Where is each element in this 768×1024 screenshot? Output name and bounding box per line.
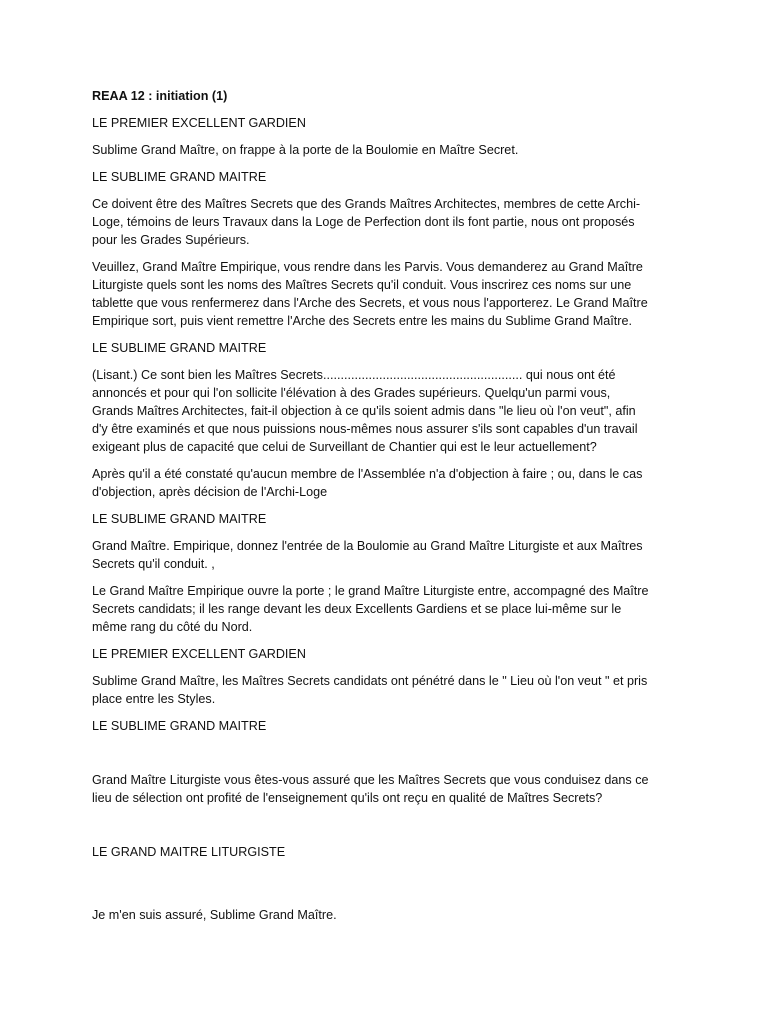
spacer <box>92 744 654 771</box>
speaker-heading: LE SUBLIME GRAND MAITRE <box>92 719 267 733</box>
paragraph: Le Grand Maître Empirique ouvre la porte ; le grand Maître Liturgiste entre, accompagné des Maître Secrets candidats; il les range devant les deux Excellents Gardiens et se place lui-même sur le même rang du côté du Nord. <box>92 584 649 634</box>
paragraph: Veuillez, Grand Maître Empirique, vous rendre dans les Parvis. Vous demanderez au Grand Maître Liturgiste quels sont les noms des Maîtres Secrets qu'il conduit. Vous inscrirez ces noms sur une tablette que vous renfermerez dans l'Arche des Secrets, et vous nous l'apporterez. Le Grand Maître Empirique sort, puis vient remettre l'Arche des Secrets entre les mains du Sublime Grand Maître. <box>92 260 648 328</box>
paragraph: Grand Maître Liturgiste vous êtes-vous assuré que les Maîtres Secrets que vous conduisez dans ce lieu de sélection ont profité de l'enseignement qu'ils ont reçu en qualité de Maîtres Secrets? <box>92 773 649 805</box>
speaker-heading: LE SUBLIME GRAND MAITRE <box>92 170 267 184</box>
spacer <box>92 816 654 843</box>
speaker-heading: LE GRAND MAITRE LITURGISTE <box>92 845 286 859</box>
document-page <box>92 87 654 933</box>
spacer <box>92 870 654 906</box>
paragraph: Ce doivent être des Maîtres Secrets que des Grands Maîtres Architectes, membres de cette Archi-Loge, témoins de leurs Travaux dans la Loge de Perfection dont ils font partie, nous ont proposés pour les Grades Supérieurs. <box>92 197 641 247</box>
paragraph: Sublime Grand Maître, les Maîtres Secrets candidats ont pénétré dans le " Lieu où l'on veut " et pris place entre les Styles. <box>92 674 648 706</box>
speaker-heading: LE PREMIER EXCELLENT GARDIEN <box>92 647 306 661</box>
speaker-heading: LE PREMIER EXCELLENT GARDIEN <box>92 116 306 130</box>
paragraph: Après qu'il a été constaté qu'aucun membre de l'Assemblée n'a d'objection à faire ; ou, dans le cas d'objection, après décision de l'Archi-Loge <box>92 467 643 499</box>
speaker-heading: LE SUBLIME GRAND MAITRE <box>92 341 267 355</box>
paragraph: Je m'en suis assuré, Sublime Grand Maître. <box>92 908 337 922</box>
document-title: REAA 12 : initiation (1) <box>92 89 228 103</box>
paragraph: (Lisant.) Ce sont bien les Maîtres Secrets......................................................... qui nous ont été annoncés et pour qui l'on sollicite l'élévation à des Grades supérieurs. Quelqu'un parmi vous, Grands Maîtres Architectes, fait-il objection à ce qu'ils soient admis dans "le lieu où l'on veut", afin d'y être examinés et que nous puissions nous-mêmes nous assurer s'ils sont capables d'un travail exigeant plus de capacité que celui de Surveillant de Chantier qui est le leur actuellement? <box>92 368 638 454</box>
paragraph: Grand Maître. Empirique, donnez l'entrée de la Boulomie au Grand Maître Liturgiste et aux Maîtres Secrets qu'il conduit. , <box>92 539 643 571</box>
speaker-heading: LE SUBLIME GRAND MAITRE <box>92 512 267 526</box>
paragraph: Sublime Grand Maître, on frappe à la porte de la Boulomie en Maître Secret. <box>92 143 519 157</box>
